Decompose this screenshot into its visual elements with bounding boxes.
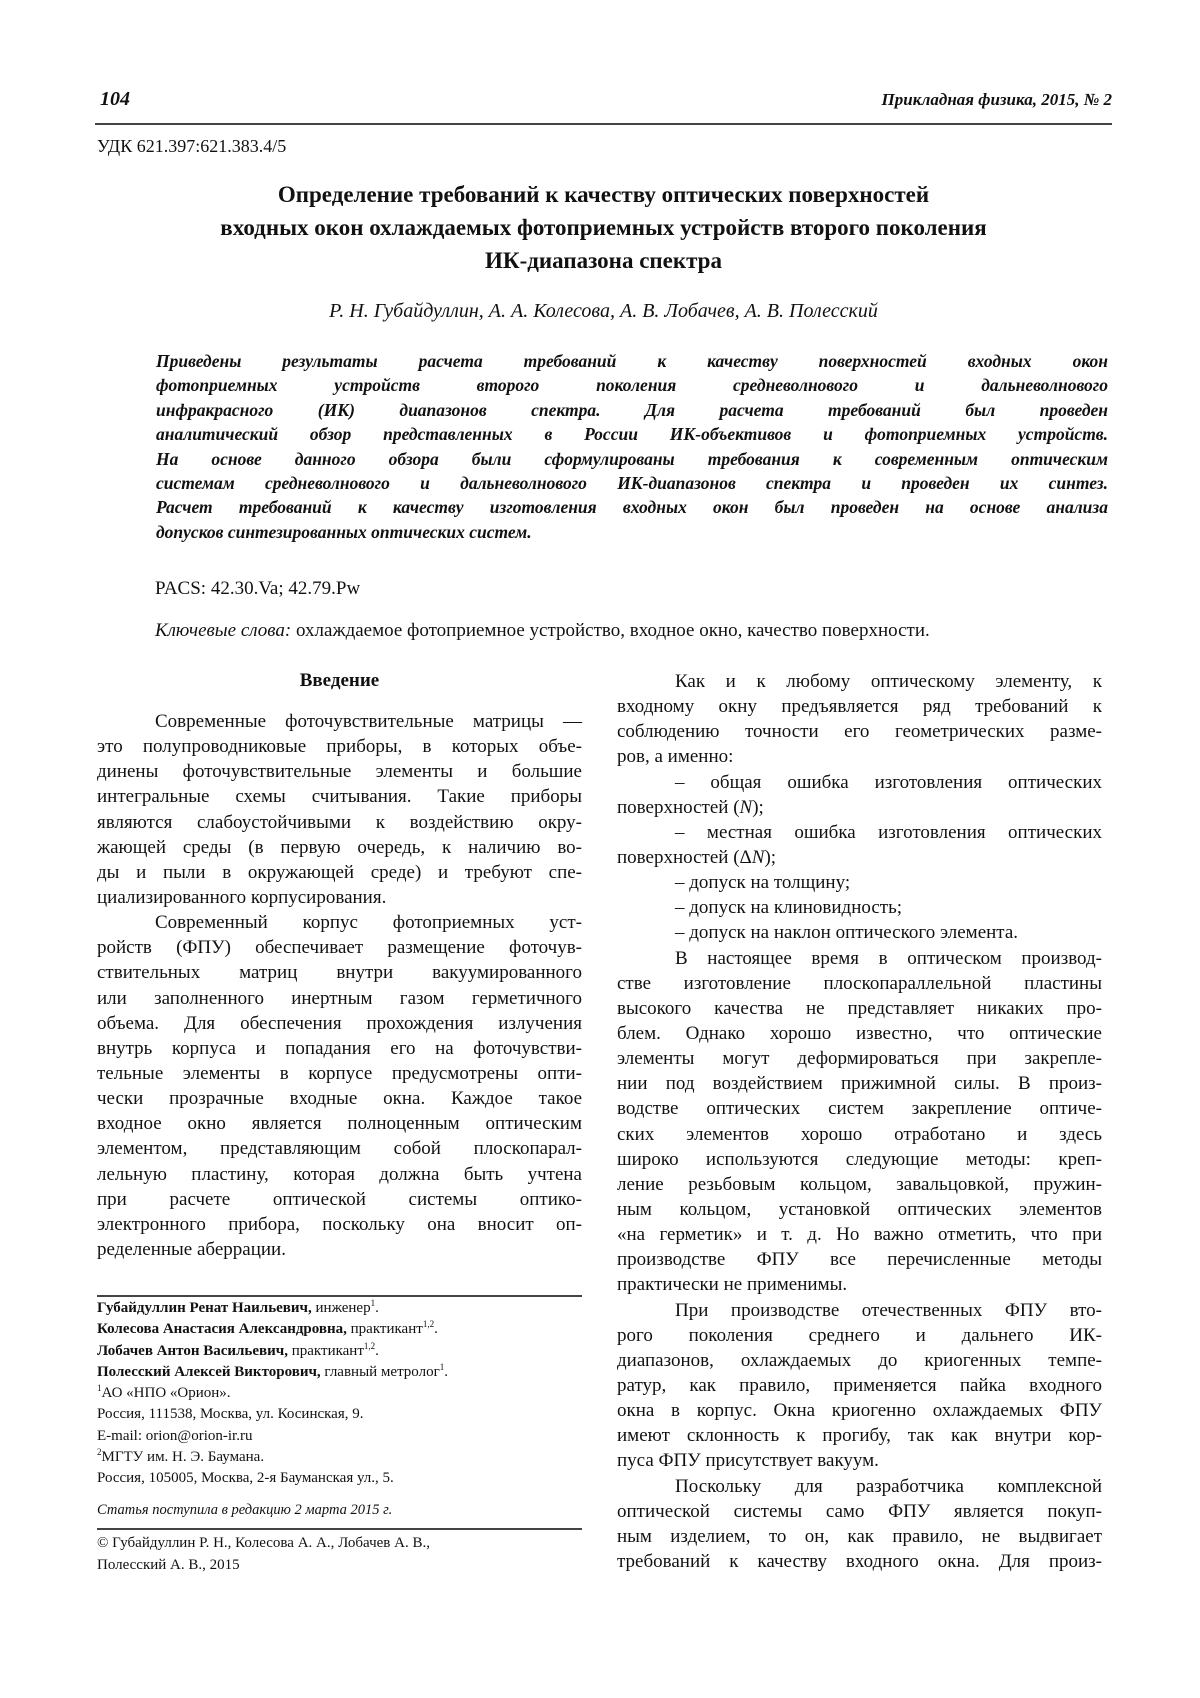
affiliation-line bbox=[97, 1468, 582, 1489]
author-footnote bbox=[97, 1298, 582, 1490]
text-line: При производстве отечественных ФПУ вто- bbox=[675, 1299, 1102, 1321]
paragraph bbox=[617, 1298, 1102, 1474]
footnote-rule bbox=[97, 1295, 582, 1297]
text-line: – допуск на клиновидность; bbox=[675, 897, 903, 919]
paragraph bbox=[97, 709, 582, 910]
affiliation-line bbox=[97, 1447, 582, 1468]
text-line: ских элементов хорошо отработано и здесь bbox=[617, 1123, 1102, 1145]
text-line: Современные фоточувствительные матрицы — bbox=[155, 711, 582, 732]
text-fragment: ); bbox=[752, 796, 764, 818]
abstract-line: Приведены результаты расчета требований к качеству поверхностей входных окон bbox=[156, 351, 1108, 371]
text-line: ределенные аберрации. bbox=[97, 1238, 286, 1260]
copyright-line: © Губайдуллин Р. Н., Колесова А. А., Лобачев А. В., bbox=[97, 1535, 430, 1551]
affiliation-mark: 1 bbox=[97, 1383, 102, 1394]
text-line: это полупроводниковые приборы, в которых объе- bbox=[97, 736, 582, 758]
author-role: инженер bbox=[311, 1300, 371, 1316]
affiliation-mark: 2 bbox=[97, 1447, 102, 1458]
author-role: практикант bbox=[287, 1342, 364, 1359]
text-line: высокого качества не представляет никаких про- bbox=[617, 997, 1102, 1019]
abstract-line: допусков синтезированных оптических систем. bbox=[156, 521, 532, 542]
text-fragment: поверхностей ( bbox=[617, 796, 740, 818]
author-info: Колесова Анастасия Александровна, практикант$^{1,2}$. bbox=[97, 1319, 438, 1338]
affiliation-mark: 1 bbox=[439, 1361, 445, 1372]
author-info: Губайдуллин Ренат Наильевич, инженер$^1$. bbox=[97, 1298, 379, 1316]
text-line: – местная ошибка изготовления оптических bbox=[675, 821, 1102, 843]
affiliation-text: Россия, 105005, Москва, 2-я Бауманская ул., 5. bbox=[97, 1470, 394, 1487]
abstract-line: На основе данного обзора были сформулированы требования к современным оптическим bbox=[156, 448, 1108, 469]
paragraph bbox=[617, 1474, 1102, 1575]
text-line: чески прозрачные входные окна. Каждое такое bbox=[97, 1088, 582, 1110]
page-number: 104 bbox=[100, 88, 130, 110]
text-line: В настоящее время в оптическом производ- bbox=[675, 947, 1102, 969]
affiliation-text: E-mail: orion@orion-ir.ru bbox=[97, 1427, 253, 1444]
text-fragment: ); bbox=[764, 846, 777, 868]
authors: Р. Н. Губайдуллин, А. А. Колесова, А. В. Лобачев, А. В. Полесский bbox=[329, 300, 878, 322]
affiliation-mark: 1,2 bbox=[363, 1340, 376, 1351]
text-line: диапазонов, охлаждаемых до криогенных темпе- bbox=[617, 1349, 1102, 1371]
paragraph bbox=[617, 870, 1102, 895]
text-line: окна в корпус. Окна криогенно охлаждаемых ФПУ bbox=[617, 1400, 1102, 1422]
paragraph bbox=[97, 910, 582, 1262]
text-line: водстве оптических систем закрепление оптиче- bbox=[617, 1098, 1102, 1120]
text-line: нии под воздействием прижимной силы. В произ- bbox=[617, 1073, 1102, 1095]
title-line: входных окон охлаждаемых фотоприемных устройств второго поколения bbox=[220, 215, 987, 240]
text-line: элементом, представляющим собой плоскопарал- bbox=[97, 1138, 582, 1160]
author-name: Колесова Анастасия Александровна, bbox=[97, 1321, 347, 1338]
text-line: циализированного корпусирования. bbox=[97, 886, 387, 908]
text-line: соблюдению точности его геометрических разме- bbox=[617, 721, 1102, 743]
text-line: ров, а именно: bbox=[617, 746, 734, 768]
text-line: широко используются следующие методы: креп- bbox=[617, 1148, 1102, 1170]
text-line: входное окно является полноценным оптическим bbox=[97, 1113, 582, 1135]
paragraph bbox=[617, 770, 1102, 820]
keywords-text: охлаждаемое фотоприемное устройство, входное окно, качество поверхности. bbox=[291, 620, 930, 641]
text-line bbox=[617, 845, 1102, 870]
text-line: ление резьбовым кольцом, завальцовкой, пружин- bbox=[617, 1173, 1102, 1195]
author-role: практикант bbox=[346, 1321, 423, 1338]
paragraph bbox=[617, 920, 1102, 945]
text-line bbox=[617, 795, 1102, 820]
text-line: – допуск на толщину; bbox=[675, 872, 851, 894]
text-line: ствительных матриц внутри вакуумированного bbox=[97, 962, 582, 984]
author-info: Полесский Алексей Викторович, главный метролог$^1$. bbox=[97, 1361, 448, 1380]
abstract-line: аналитический обзор представленных в России ИК-объективов и фотоприемных устройств. bbox=[156, 424, 1108, 445]
text-line: ды и пыли в окружающей среде) и требуют спе- bbox=[97, 861, 582, 883]
text-fragment: поверхностей (Δ bbox=[617, 846, 752, 868]
math-symbol: N bbox=[739, 796, 753, 818]
abstract-line: Расчет требований к качеству изготовления входных окон был проведен на основе анализа bbox=[156, 497, 1108, 518]
text-line: входному окну предъявляется ряд требований к bbox=[617, 696, 1102, 718]
text-line: жающей среды (в первую очередь, к наличию во- bbox=[97, 836, 582, 858]
text-line: рого поколения среднего и дальнего ИК- bbox=[617, 1324, 1102, 1346]
affiliation-line bbox=[97, 1404, 582, 1425]
text-line: требований к качеству входного окна. Для произ- bbox=[617, 1550, 1102, 1572]
text-line: оптической системы само ФПУ является покуп- bbox=[617, 1500, 1102, 1522]
abstract-line: системам средневолнового и дальневолнового ИК-диапазонов спектра и проведен их синтез. bbox=[156, 473, 1108, 494]
text-line: при расчете оптической системы оптико- bbox=[97, 1188, 582, 1210]
paragraph bbox=[617, 946, 1102, 1298]
keywords-label: Ключевые слова: bbox=[155, 620, 292, 641]
affiliation-mark: 1,2 bbox=[422, 1319, 435, 1330]
affiliation-text: АО «НПО «Орион». bbox=[101, 1385, 231, 1402]
text-line: тельные элементы в корпусе предусмотрены опти- bbox=[97, 1062, 582, 1084]
text-line: объема. Для обеспечения прохождения излучения bbox=[97, 1012, 582, 1034]
article-title bbox=[95, 178, 1112, 277]
text-line: являются слабоустойчивыми к воздействию окру- bbox=[97, 811, 582, 833]
text-line: пуса ФПУ присутствует вакуум. bbox=[617, 1450, 879, 1472]
text-line: лельную пластину, которая должна быть учтена bbox=[97, 1163, 582, 1185]
text-line: ным кольцом, установкой оптических элементов bbox=[617, 1198, 1102, 1220]
text-line: внутрь корпуса и попадания его на фоточувстви- bbox=[97, 1037, 582, 1059]
pacs-codes: PACS: 42.30.Va; 42.79.Pw bbox=[155, 578, 361, 599]
text-line: интегральные схемы считывания. Такие приборы bbox=[97, 786, 582, 808]
text-line: – общая ошибка изготовления оптических bbox=[675, 771, 1102, 793]
text-line: – допуск на наклон оптического элемента. bbox=[675, 922, 1019, 944]
text-line: ройств (ФПУ) обеспечивает размещение фоточув- bbox=[97, 937, 582, 959]
section-heading-introduction: Введение bbox=[299, 670, 380, 691]
text-line: практически не применимы. bbox=[617, 1274, 848, 1296]
title-line: Определение требований к качеству оптических поверхностей bbox=[277, 182, 930, 207]
author-name: Лобачев Антон Васильевич, bbox=[97, 1342, 288, 1359]
author-role: главный метролог bbox=[320, 1363, 440, 1380]
author-name: Полесский Алексей Викторович, bbox=[97, 1363, 321, 1380]
received-date: Статья поступила в редакцию 2 марта 2015 г. bbox=[97, 1502, 393, 1518]
text-line: или заполненного инертным газом герметичного bbox=[97, 987, 582, 1009]
text-line: стве изготовление плоскопараллельной пластины bbox=[617, 972, 1102, 994]
text-line: Как и к любому оптическому элементу, к bbox=[675, 671, 1102, 692]
text-line: «на герметик» и т. д. Но важно отметить, что при bbox=[617, 1224, 1102, 1246]
udk-code: УДК 621.397:621.383.4/5 bbox=[97, 136, 287, 156]
author-info: Лобачев Антон Васильевич, практикант$^{1,2}$. bbox=[97, 1340, 379, 1359]
text-line: ратур, как правило, применяется пайка входного bbox=[617, 1374, 1102, 1396]
text-line: блем. Однако хорошо известно, что оптические bbox=[617, 1022, 1102, 1044]
text-line: производстве ФПУ все перечисленные методы bbox=[617, 1249, 1102, 1271]
text-line: ным изделием, то он, как правило, не выдвигает bbox=[617, 1525, 1102, 1547]
paragraph bbox=[617, 895, 1102, 920]
affiliation-line bbox=[97, 1383, 582, 1404]
affiliation-text: МГТУ им. Н. Э. Баумана. bbox=[101, 1449, 265, 1466]
text-line: элементы могут деформироваться при закрепле- bbox=[617, 1048, 1102, 1070]
text-line: Современный корпус фотоприемных уст- bbox=[155, 912, 582, 934]
title-line: ИК-диапазона спектра bbox=[485, 248, 722, 273]
text-line: имеют склонность к прогибу, так как внутри кор- bbox=[617, 1425, 1102, 1447]
copyright-rule bbox=[97, 1528, 582, 1530]
abstract-line: инфракрасного (ИК) диапазонов спектра. Для расчета требований был проведен bbox=[156, 399, 1108, 420]
text-line: Поскольку для разработчика комплексной bbox=[675, 1475, 1102, 1497]
affiliation-line bbox=[97, 1426, 582, 1447]
math-symbol: N bbox=[751, 846, 765, 868]
text-line: электронного прибора, поскольку она вносит оп- bbox=[97, 1213, 582, 1235]
journal-name: Прикладная физика, 2015, № 2 bbox=[881, 90, 1112, 109]
abstract bbox=[156, 349, 1108, 544]
right-column-text bbox=[617, 669, 1102, 1574]
text-line: динены фоточувствительные элементы и большие bbox=[97, 761, 582, 783]
paragraph bbox=[617, 669, 1102, 770]
header-rule bbox=[95, 123, 1112, 125]
left-column-text bbox=[97, 709, 582, 1262]
affiliation-mark: 1 bbox=[370, 1298, 376, 1308]
abstract-line: фотоприемных устройств второго поколения средневолнового и дальневолнового bbox=[156, 375, 1108, 396]
paragraph bbox=[617, 820, 1102, 870]
keywords bbox=[155, 618, 930, 643]
copyright-line: Полесский А. В., 2015 bbox=[97, 1557, 240, 1573]
affiliation-text: Россия, 111538, Москва, ул. Косинская, 9. bbox=[97, 1406, 364, 1423]
author-name: Губайдуллин Ренат Наильевич, bbox=[97, 1300, 312, 1316]
copyright bbox=[97, 1532, 582, 1576]
